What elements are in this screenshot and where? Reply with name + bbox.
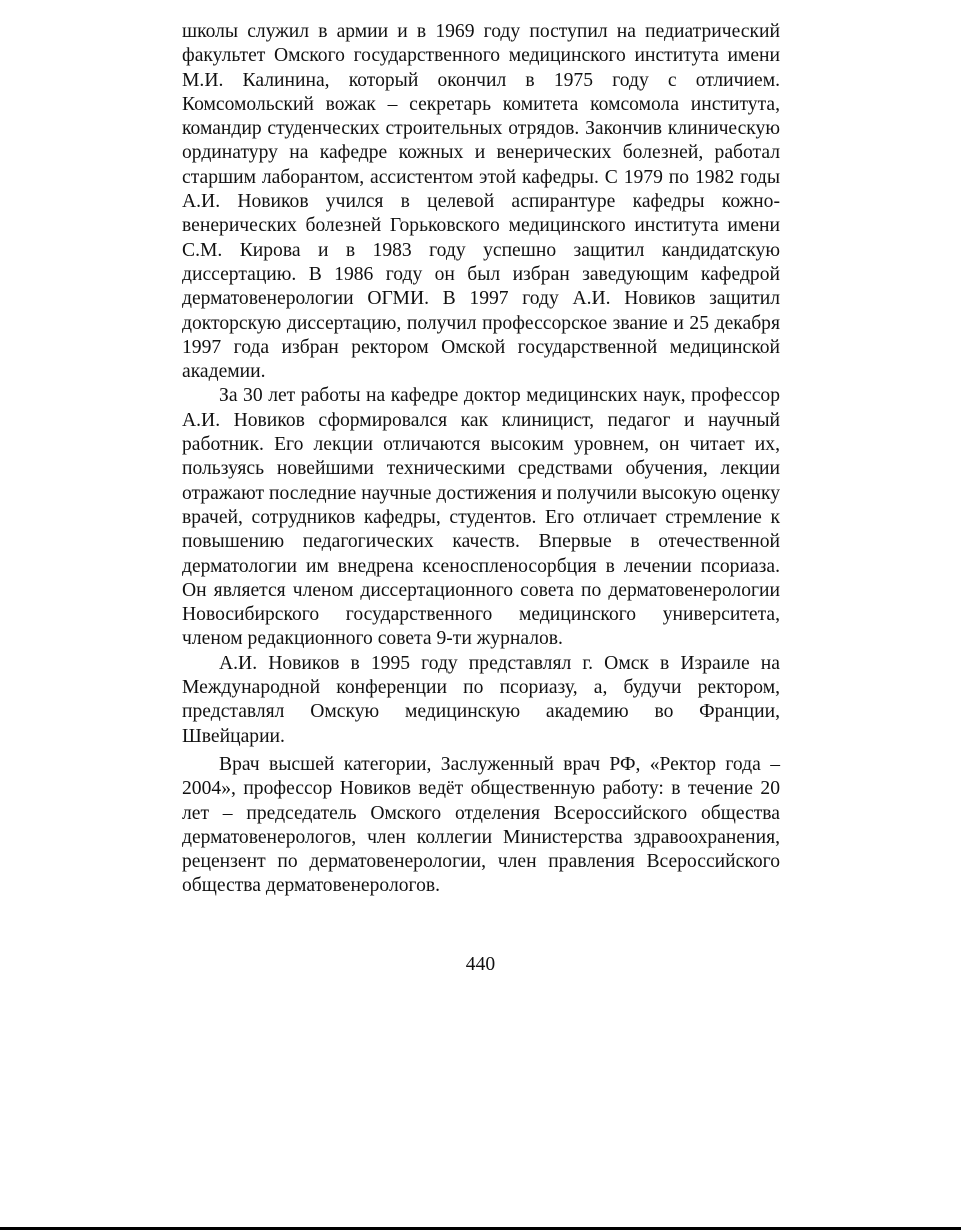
- paragraph-4: Врач высшей категории, Заслуженный врач РФ, «Ректор года – 2004», профессор Новиков ведёт общественную работу: в течение 20 лет – председатель Омского отделения Всероссийского общества дерматовенерологов, член коллегии Министерства здравоохранения, рецензент по дерматовенерологии, член правления Всероссийского общества дерматовенерологов.: [182, 753, 780, 897]
- body-text: [182, 20, 780, 899]
- paragraph-2: За 30 лет работы на кафедре доктор медицинских наук, профессор А.И. Новиков сформировался как клиницист, педагог и научный работник. Его лекции отличаются высоким уровнем, он читает их, пользуясь новейшими техническими средствами обучения, лекции отражают последние научные достижения и получили высокую оценку врачей, сотрудников кафедры, студентов. Его отличает стремление к повышению педагогических качеств. Впервые в отечественной дерматологии им внедрена ксеноспленосорбция в лечении псориаза. Он является членом диссертационного совета по дерматовенерологии Новосибирского государственного медицинского университета, членом редакционного совета 9-ти журналов.: [182, 385, 780, 650]
- paragraph-3: А.И. Новиков в 1995 году представлял г. Омск в Израиле на Международной конференции по псориазу, а, будучи ректором, представлял Омскую медицинскую академию во Франции, Швейцарии.: [182, 652, 780, 747]
- paragraph-1: школы служил в армии и в 1969 году поступил на педиатрический факультет Омского государственного медицинского института имени М.И. Калинина, который окончил в 1975 году с отличием. Комсомольский вожак – секретарь комитета комсомола института, командир студенческих строительных отрядов. Закончив клиническую ординатуру на кафедре кожных и венерических болезней, работал старшим лаборантом, ассистентом этой кафедры. С 1979 по 1982 годы А.И. Новиков учился в целевой аспирантуре кафедры кожно-венерических болезней Горьковского медицинского института имени С.М. Кирова и в 1983 году успешно защитил кандидатскую диссертацию. В 1986 году он был избран заведующим кафедрой дерматовенерологии ОГМИ. В 1997 году А.И. Новиков защитил докторскую диссертацию, получил профессорское звание и 25 декабря 1997 года избран ректором Омской государственной медицинской академии.: [182, 21, 780, 383]
- page-number: 440: [465, 954, 496, 975]
